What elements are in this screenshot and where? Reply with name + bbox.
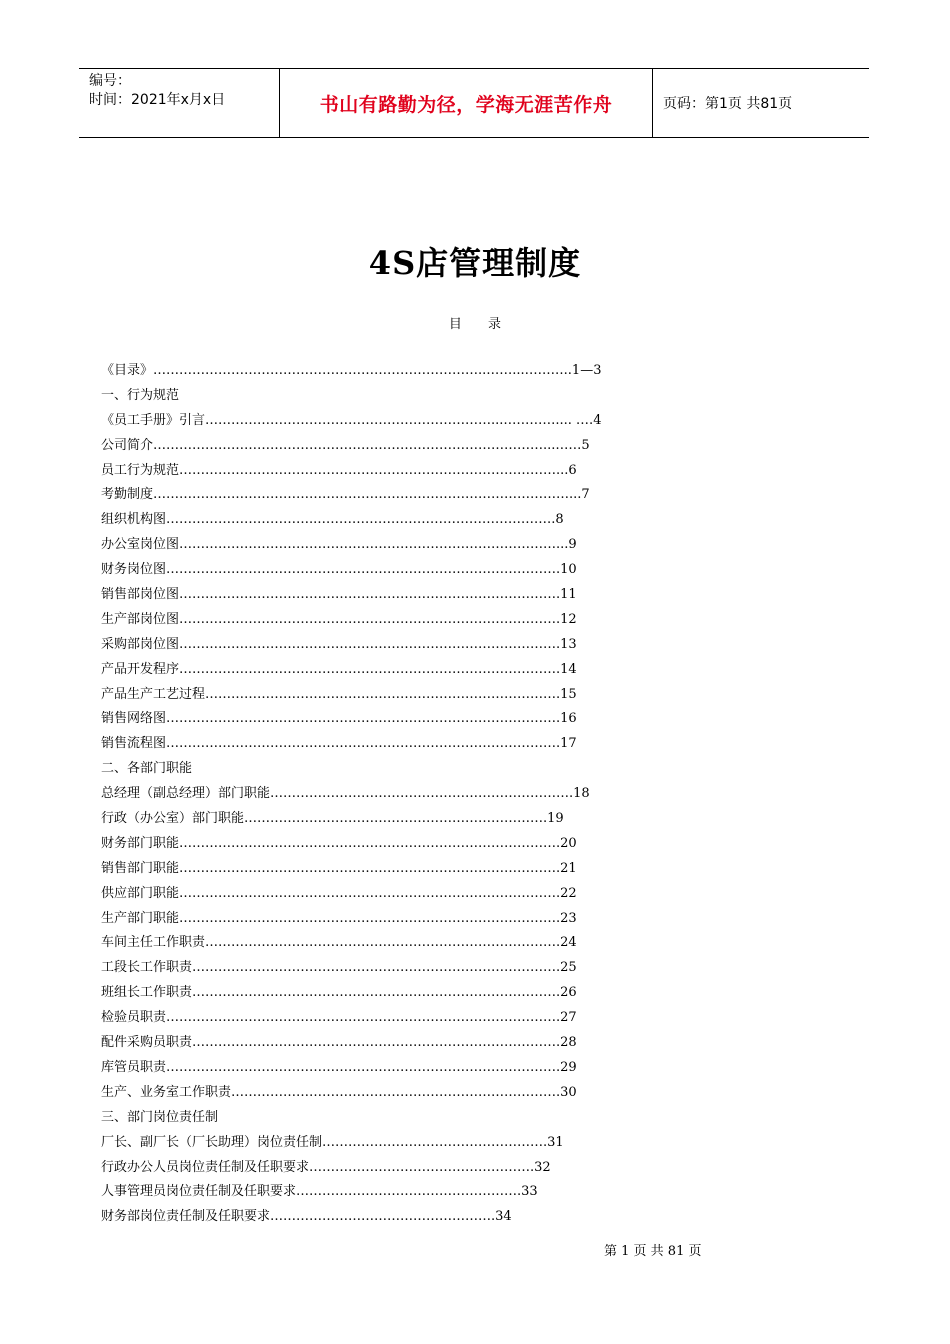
toc-entry: 总经理（副总经理）部门职能…………………………………………………………….18 xyxy=(101,786,590,802)
page-header xyxy=(79,68,869,138)
toc-entry: 生产、业务室工作职责………………………………………………………………….30 xyxy=(101,1084,577,1100)
toc-entry: 库管员职责……………………………………………………………………………….29 xyxy=(101,1059,577,1075)
number-label: 编号： xyxy=(89,73,131,89)
document-title: 4S店管理制度 xyxy=(368,244,582,282)
toc-entry: 一、行为规范 xyxy=(101,387,180,403)
toc-entry: 工段长工作职责………………………………………………………………………….25 xyxy=(101,960,577,976)
toc-entry: 产品开发程序…………………………………………………………………………….14 xyxy=(101,661,577,677)
toc-entry: 公司简介………………………………………………………………………………...……5 xyxy=(101,437,590,453)
toc-entry: 销售网络图……………………………………………………………………………….16 xyxy=(101,711,577,727)
toc-entry: 《目录》…………………………………………………………………..……...………..1—3 xyxy=(101,363,602,378)
toc-entry: 人事管理员岗位责任制及任职要求…………………………………………….33 xyxy=(101,1184,538,1200)
toc-heading: 目 录 xyxy=(448,317,502,332)
header-page-info: 页码：第1页 共81页 xyxy=(663,96,793,112)
toc-entry: 厂长、副厂长（厂长助理）岗位责任制…………………………………………….31 xyxy=(101,1134,564,1150)
toc-entry: 三、部门岗位责任制 xyxy=(101,1109,219,1125)
toc-entry: 办公室岗位图……………………………………………………………………………...9 xyxy=(101,537,577,553)
toc-entry: 二、各部门职能 xyxy=(101,761,193,777)
toc-entry: 班组长工作职责………………………………………………………………………….26 xyxy=(101,985,577,1001)
toc-entry: 考勤制度……………………………………………………………………………………...7 xyxy=(101,487,590,503)
toc-entry: 供应部门职能…………………………………………………………………………….22 xyxy=(101,885,577,901)
toc-entry: 行政（办公室）部门职能…………………………………………………………….19 xyxy=(101,811,564,827)
toc-entry: 生产部门职能…………………………………………………………………………….23 xyxy=(101,910,577,926)
page-footer: 第 1 页 共 81 页 xyxy=(604,1244,702,1259)
toc-entry: 《员工手册》引言…………………………………………………………...………….... .…4 xyxy=(101,412,602,428)
toc-entry: 行政办公人员岗位责任制及任职要求…………………………………………….32 xyxy=(101,1159,551,1175)
header-meta xyxy=(79,69,280,137)
toc-entry: 财务岗位图……………………………………………………………………………….10 xyxy=(101,562,577,578)
toc-entry: 销售流程图……………………………………………………………………………….17 xyxy=(101,736,577,752)
toc-entry: 检验员职责……………………………………………………………………………….27 xyxy=(101,1010,577,1026)
header-motto: 书山有路勤为径，学海无涯苦作舟 xyxy=(280,69,653,137)
table-of-contents xyxy=(101,359,631,1230)
toc-entry: 财务部门职能…………………………………………………………………………….20 xyxy=(101,835,577,851)
toc-entry: 销售部岗位图…………………………………………………………………………….11 xyxy=(101,587,577,603)
toc-entry: 员工行为规范……………………………………………………………………………...6 xyxy=(101,462,577,478)
date-label: 时间：2021年x月x日 xyxy=(89,92,226,108)
toc-entry: 车间主任工作职责……………………………………………………………………….24 xyxy=(101,935,577,951)
toc-entry: 产品生产工艺过程……………………………………………………………………….15 xyxy=(101,686,577,702)
toc-entry: 组织机构图……………………………..……………………………………………….8 xyxy=(101,512,564,528)
toc-entry: 采购部岗位图…………………………………………………………………………….13 xyxy=(101,636,577,652)
toc-entry: 配件采购员职责………………………………………………………………………….28 xyxy=(101,1035,577,1051)
toc-entry: 销售部门职能…………………………………………………………………………….21 xyxy=(101,860,577,876)
toc-entry: 财务部岗位责任制及任职要求…………………………………………….34 xyxy=(101,1209,512,1225)
toc-entry: 生产部岗位图…………………………………………………………………………….12 xyxy=(101,611,577,627)
